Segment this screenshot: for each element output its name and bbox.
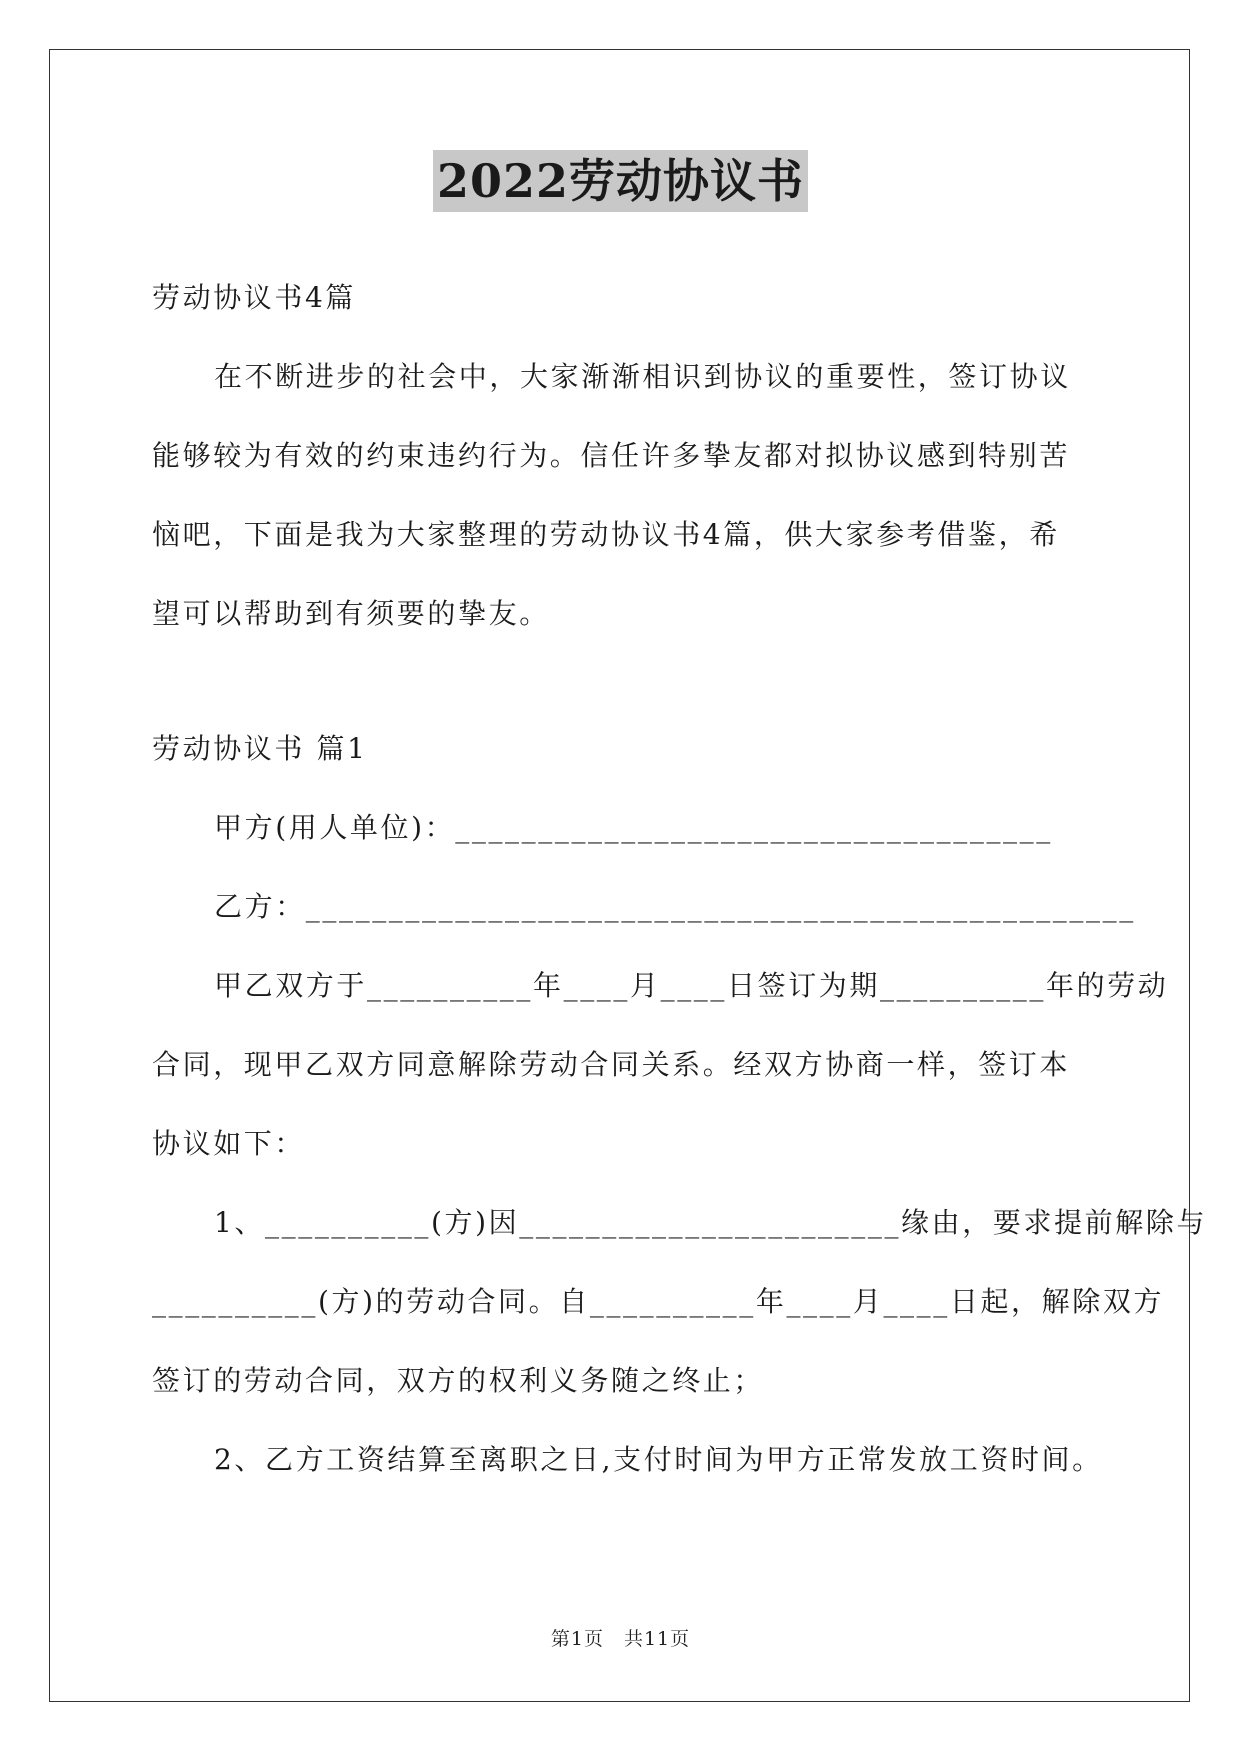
page-total: 共11页	[623, 1628, 691, 1650]
title-container	[0, 150, 1241, 212]
page-number: 第1页	[550, 1628, 604, 1650]
paragraph-line: 合同，现甲乙双方同意解除劳动合同关系。经双方协商一样，签订本	[152, 1048, 1071, 1081]
paragraph-line: 协议如下：	[152, 1127, 306, 1160]
clause-1-line: __________(方)的劳动合同。自__________年____月____日起，解除双方	[152, 1285, 1165, 1318]
intro-line: 恼吧，下面是我为大家整理的劳动协议书4篇，供大家参考借鉴，希	[152, 518, 1060, 551]
party-a-line: 甲方(用人单位)：____________________________________	[214, 811, 1053, 844]
intro-line: 在不断进步的社会中，大家渐渐相识到协议的重要性，签订协议	[214, 360, 1071, 393]
intro-line: 能够较为有效的约束违约行为。信任许多挚友都对拟协议感到特别苦	[152, 439, 1071, 472]
paragraph-line: 甲乙双方于__________年____月____日签订为期__________年的劳动	[214, 969, 1169, 1002]
page-footer	[0, 1624, 1241, 1651]
intro-line: 望可以帮助到有须要的挚友。	[152, 597, 550, 630]
document-heading: 劳动协议书4篇	[152, 281, 357, 314]
clause-2-line: 2、乙方工资结算至离职之日,支付时间为甲方正常发放工资时间。	[214, 1443, 1103, 1476]
clause-1-line: 签订的劳动合同，双方的权利义务随之终止；	[152, 1364, 765, 1397]
spacer	[152, 653, 1092, 709]
document-title: 2022劳动协议书	[433, 150, 808, 212]
section-title: 劳动协议书 篇1	[152, 732, 368, 765]
document-body	[152, 258, 1208, 1499]
party-b-line: 乙方：__________________________________________________	[214, 890, 1136, 923]
clause-1-line: 1、__________(方)因_______________________缘由，要求提前解除与	[214, 1206, 1208, 1239]
